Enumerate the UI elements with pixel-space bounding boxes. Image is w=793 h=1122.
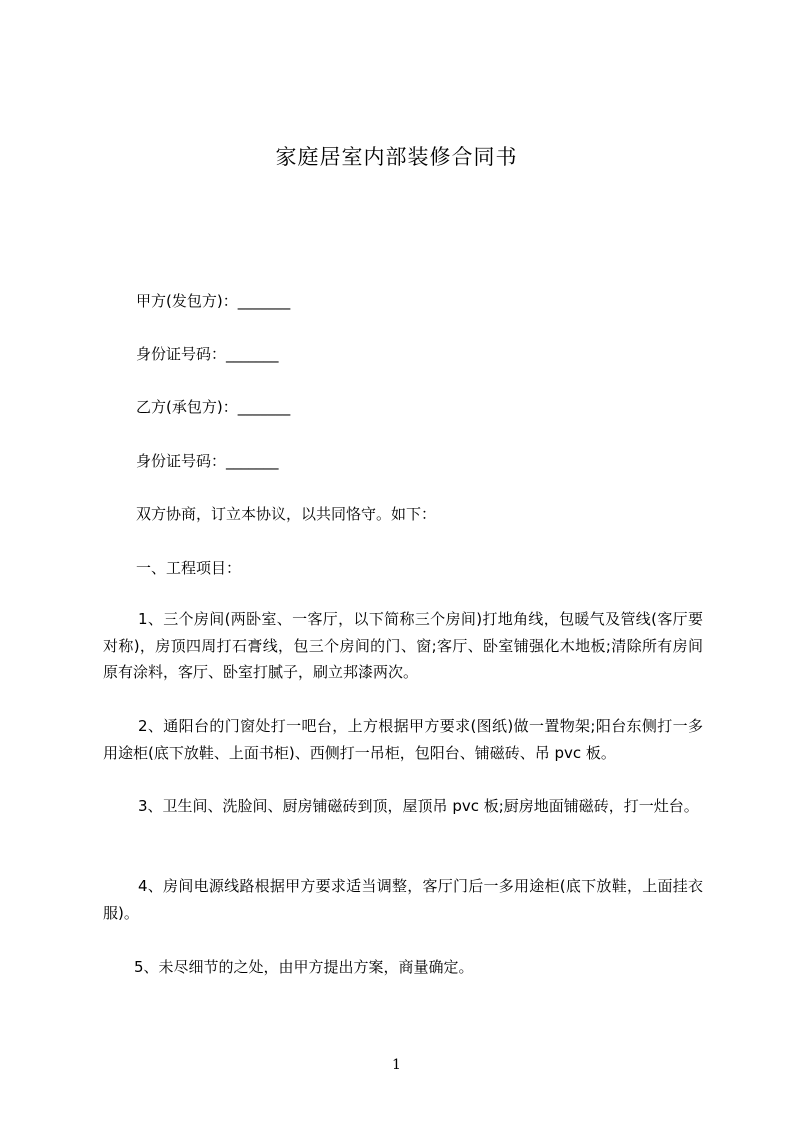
party-a-field: 甲方(发包方)：_______: [136, 292, 291, 310]
list-item-text: 2、通阳台的门窗处打一吧台，上方根据甲方要求(图纸)做一置物架;阳台东侧打一多用途柜(底下放鞋、上面书柜)、西侧打一吊柜，包阳台、铺磁砖、吊 pvc 板。: [103, 717, 703, 762]
list-item-text: 1、三个房间(两卧室、一客厅，以下简称三个房间)打地角线，包暖气及管线(客厅要对称)，房顶四周打石膏线，包三个房间的门、窗;客厅、卧室铺强化木地板;清除所有房间原有涂料，客厅、卧室打腻子，刷立邦漆两次。: [103, 610, 703, 681]
list-item-text: 5、未尽细节的之处，由甲方提出方案，商量确定。: [134, 958, 474, 976]
list-item-text: 3、卫生间、洗脸间、厨房铺磁砖到顶，屋顶吊 pvc 板;厨房地面铺磁砖，打一灶台。: [138, 797, 699, 815]
page-number: 1: [392, 1057, 401, 1073]
party-a-id-field: 身份证号码：_______: [136, 345, 279, 363]
list-item: [103, 606, 703, 686]
document-title: 家庭居室内部装修合同书: [275, 145, 518, 169]
list-item: [103, 873, 703, 926]
party-b-field: 乙方(承包方)：_______: [136, 398, 291, 416]
party-b-id-field: 身份证号码：_______: [136, 452, 279, 470]
list-item: [103, 713, 703, 766]
list-item-text: 4、房间电源线路根据甲方要求适当调整，客厅门后一多用途柜(底下放鞋，上面挂衣服)。: [103, 877, 703, 922]
agreement-intro: 双方协商，订立本协议，以共同恪守。如下：: [136, 505, 437, 523]
list-item: [134, 957, 474, 977]
list-item: [103, 793, 703, 820]
section-heading: 一、工程项目：: [136, 559, 242, 577]
